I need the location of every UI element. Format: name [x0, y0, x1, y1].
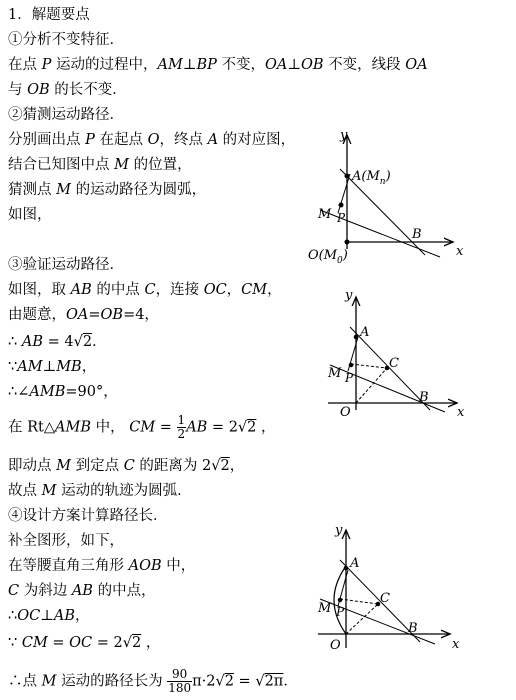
label-C: C: [380, 591, 390, 606]
point-A: [354, 335, 359, 340]
step2-text-line: 猜测点 M 的运动路径为圆弧，: [8, 182, 207, 198]
label-A: A: [350, 556, 360, 571]
point-O: [345, 240, 350, 245]
fraction: $\frac{1}{2}$: [177, 413, 186, 441]
step3-text-line: 故点 M 运动的轨迹为圆弧．: [8, 483, 192, 499]
step3-text-line: ∴ AB = 4√2．: [8, 334, 107, 350]
point-M: [349, 363, 354, 368]
step4-text-line: ∴点 M 运动的路径长为 $\frac{90}{180}$ π·2√2 = √2π．: [8, 667, 298, 695]
step4-text-line: 补全图形，如下，: [8, 533, 124, 549]
point-M: [338, 598, 343, 603]
label-x: x: [452, 637, 460, 652]
step1-text-line: 在点 P 运动的过程中，AM⊥BP 不变，OA⊥OB 不变，线段 OA: [8, 57, 428, 73]
label-B: B: [412, 227, 422, 242]
point-M: [339, 203, 344, 208]
step2-text-line: 分别画出点 P 在起点 O，终点 A 的对应图，: [8, 132, 296, 148]
step3-text-line: 即动点 M 到定点 C 的距离为 2√2，: [8, 458, 245, 474]
step4-text-line: ∴OC⊥AB，: [8, 608, 90, 624]
step2-text-line: 结合已知图中点 M 的位置，: [8, 157, 192, 173]
label-M: M: [318, 601, 332, 616]
section-title: 1．解题要点: [8, 7, 90, 23]
figure-arc-path: [300, 520, 470, 655]
step1-text-line: 与 OB 的长不变．: [8, 82, 127, 98]
label-M: M: [318, 207, 332, 222]
figure-midpoint-C: [300, 285, 470, 420]
step4-text-line: 在等腰直角三角形 AOB 中，: [8, 558, 196, 574]
label-M: M: [328, 366, 342, 381]
label-A: $A(M_n)$: [352, 169, 391, 187]
step3-text-line: 在 Rt△AMB 中， CM = $\frac{1}{2}$ AB = 2√2 ，: [8, 413, 276, 441]
point-A: [344, 566, 349, 571]
step4-heading: ④设计方案计算路径长．: [8, 508, 168, 524]
fraction: $\frac{90}{180}$: [168, 667, 192, 695]
label-C: C: [389, 356, 399, 371]
label-y: y: [340, 128, 348, 143]
step3-text-line: ∵AM⊥MB，: [8, 359, 97, 375]
label-y: y: [345, 288, 353, 303]
step3-text-line: ∴∠AMB=90°，: [8, 384, 118, 400]
step3-heading: ③验证运动路径．: [8, 257, 124, 273]
step3-text-line: 由题意，OA=OB=4，: [8, 307, 159, 323]
label-B: B: [419, 390, 429, 405]
label-x: x: [457, 405, 465, 420]
segment-OC: [356, 368, 387, 403]
step2-text-line: 如图，: [8, 207, 52, 223]
label-x: x: [456, 244, 464, 259]
label-y: y: [335, 523, 343, 538]
label-A: A: [360, 325, 370, 340]
step4-text-line: C 为斜边 AB 的中点，: [8, 583, 156, 599]
label-O: $O(M_0)$: [308, 248, 348, 266]
label-O: O: [340, 405, 351, 420]
figure-start-end: [300, 125, 470, 270]
step4-text-line: ∵ CM = OC = 2√2 ，: [8, 635, 161, 651]
label-P: P: [345, 371, 354, 385]
segment-OC: [346, 604, 378, 634]
step1-heading: ①分析不变特征．: [8, 32, 124, 48]
label-P: P: [336, 605, 345, 619]
point-A: [345, 174, 350, 179]
step3-text-line: 如图，取 AB 的中点 C，连接 OC，CM，: [8, 282, 282, 298]
label-B: B: [408, 621, 418, 636]
label-P: P: [337, 211, 346, 225]
label-O: O: [330, 638, 341, 653]
step2-heading: ②猜测运动路径．: [8, 107, 124, 123]
